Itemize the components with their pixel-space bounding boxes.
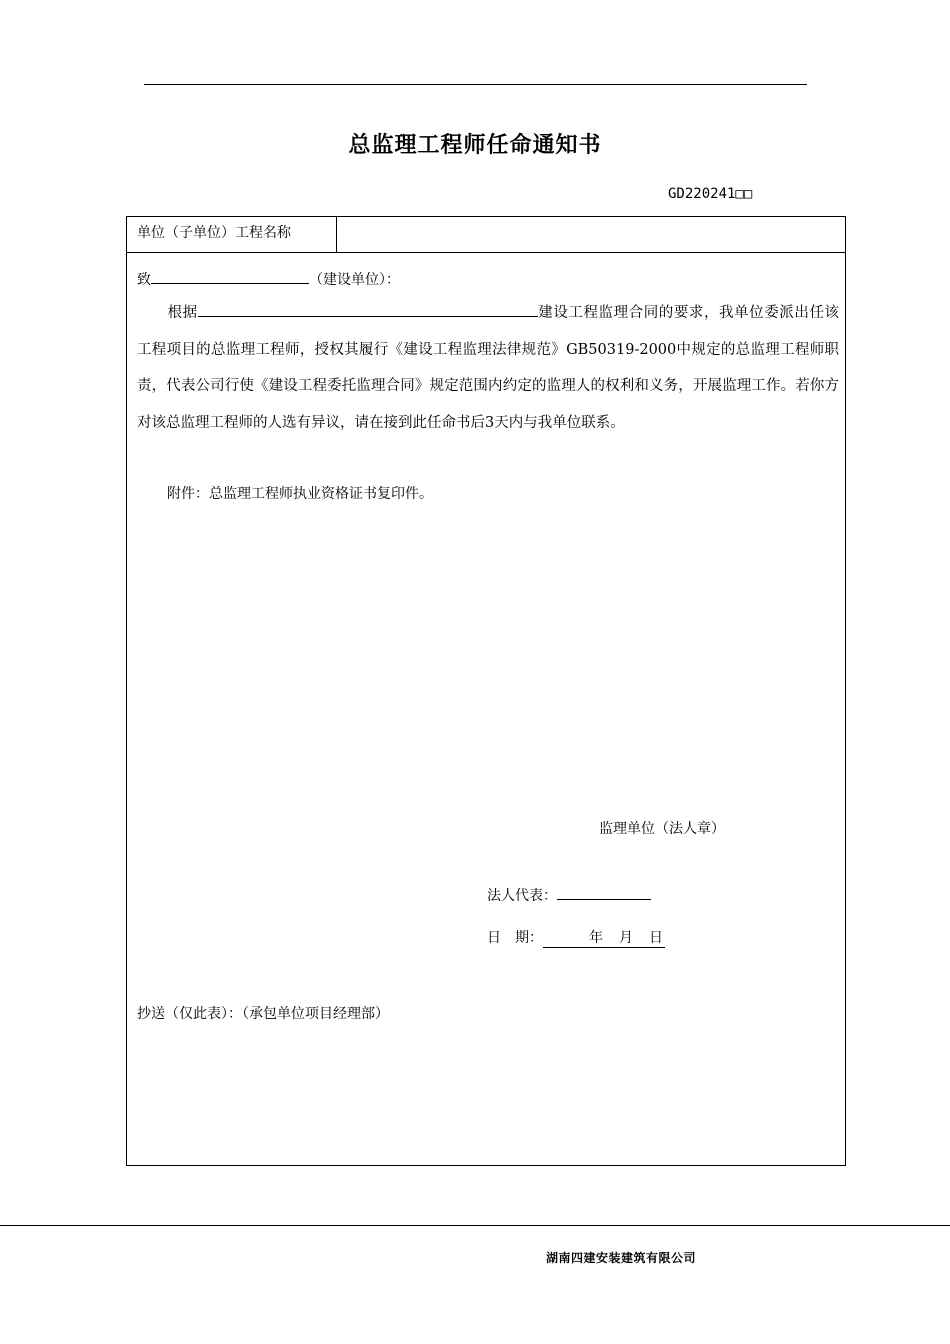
date-day: 日 (649, 930, 663, 946)
addressee-prefix: 致 (137, 272, 151, 288)
date-year: 年 (589, 930, 603, 946)
date-label: 日 期： (487, 930, 543, 946)
cc-line: 抄送（仅此表）：（承包单位项目经理部） (137, 1006, 389, 1022)
legal-rep-label: 法人代表： (487, 888, 557, 904)
project-name-label: 单位（子单位）工程名称 (137, 225, 291, 241)
legal-rep-blank[interactable] (557, 885, 651, 900)
legal-rep-line (487, 885, 651, 905)
notice-paragraph (137, 295, 839, 441)
notice-form (126, 216, 846, 1166)
header-rule (144, 84, 807, 85)
paragraph-prefix: 根据 (167, 305, 198, 321)
document-title: 总监理工程师任命通知书 (348, 132, 602, 158)
date-line (487, 927, 665, 948)
supervisor-unit-label: 监理单位（法人章） (599, 821, 725, 837)
attachment-note: 附件：总监理工程师执业资格证书复印件。 (167, 486, 433, 502)
footer-rule (0, 1225, 950, 1226)
cell-divider (336, 217, 337, 252)
project-name-row (127, 217, 845, 253)
form-code: GD220241□□ (668, 186, 753, 202)
addressee-suffix: （建设单位）： (309, 272, 400, 288)
paragraph-body: 建设工程监理合同的要求，我单位委派出任该工程项目的总监理工程师，授权其履行《建设工程监理法律规范》GB50319-2000中规定的总监理工程师职责，代表公司行使《建设工程委托监理合同》规定范围内约定的监理人的权利和义务，开展监理工作。若你方对该总监理工程师的人选有异议，请在接到此任命书后3天内与我单位联系。 (137, 305, 840, 431)
date-blank[interactable] (543, 927, 665, 948)
date-month: 月 (619, 930, 633, 946)
company-name: 湖南四建安装建筑有限公司 (546, 1251, 697, 1265)
addressee-blank[interactable] (151, 269, 309, 284)
addressee-line (137, 269, 400, 289)
contract-blank[interactable] (198, 302, 538, 317)
